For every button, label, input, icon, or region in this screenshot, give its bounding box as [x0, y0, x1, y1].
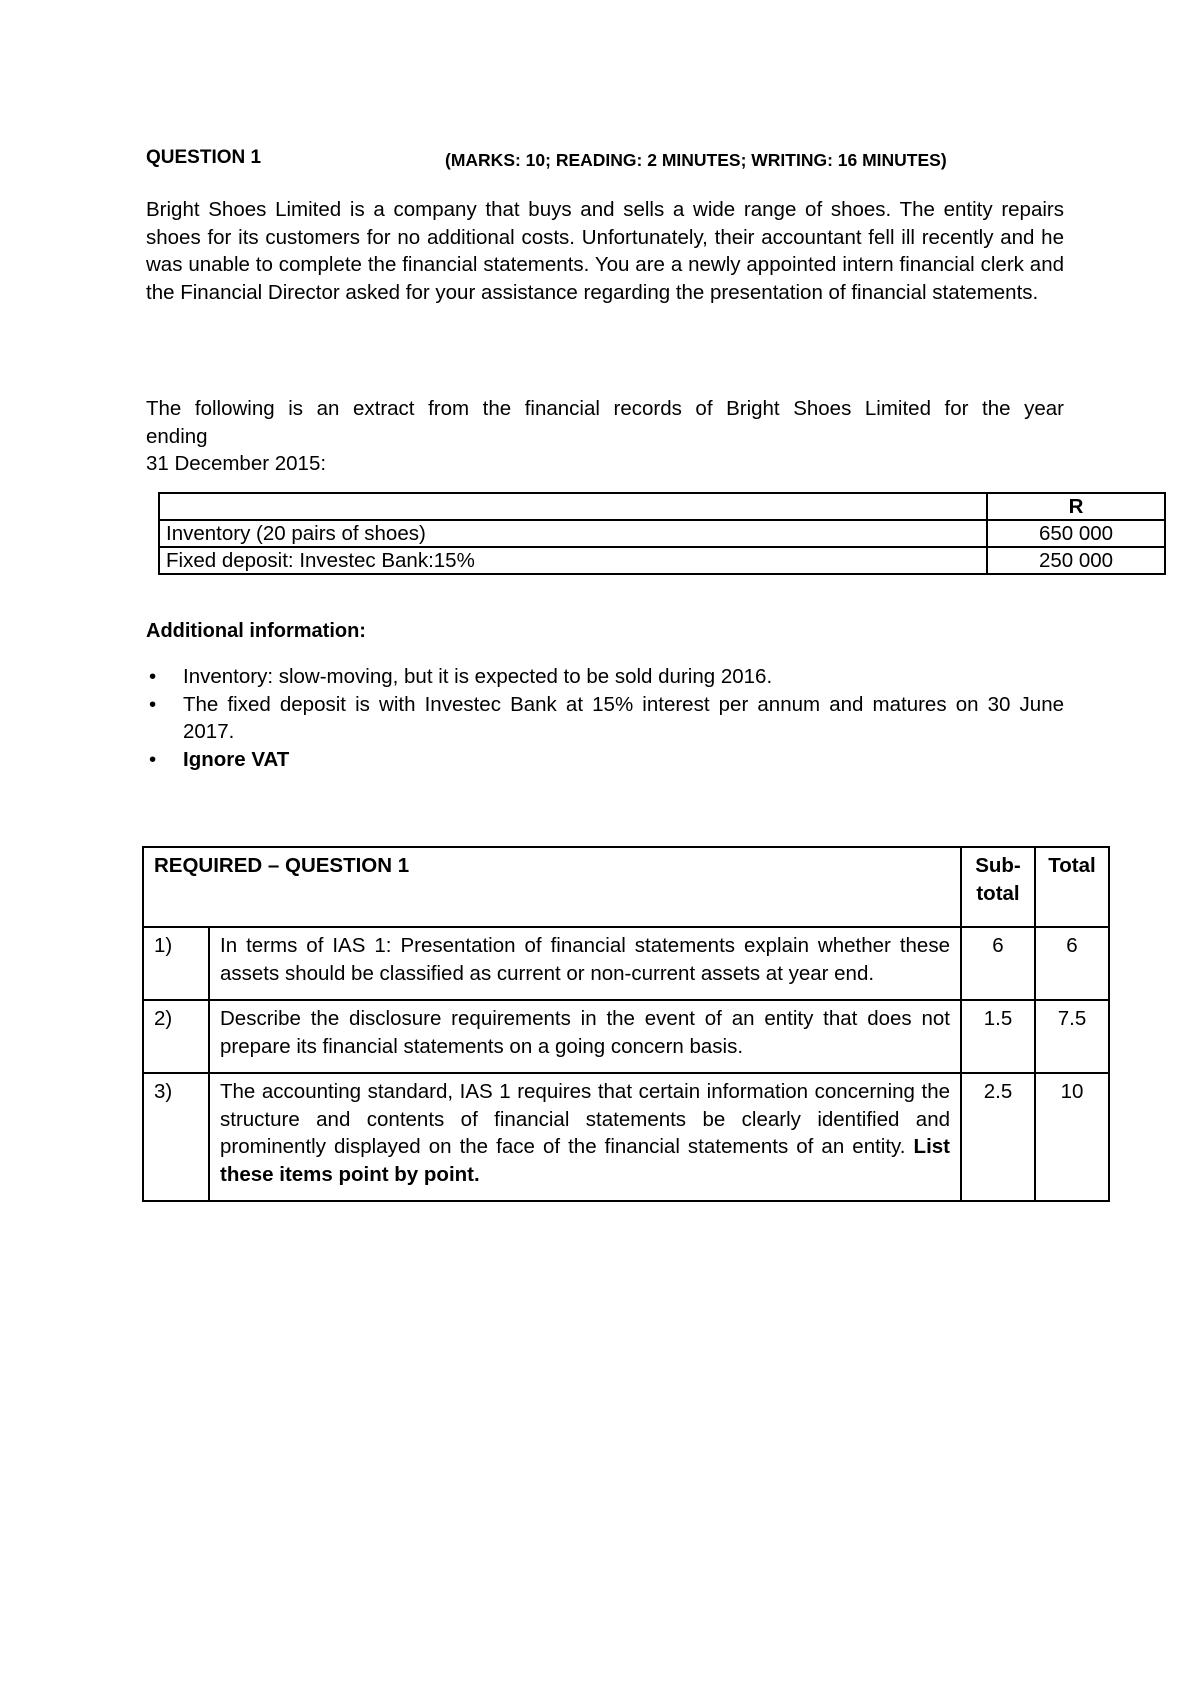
- financial-records-table: [158, 492, 1166, 575]
- question-marks: (MARKS: 10; READING: 2 MINUTES; WRITING: 16 MINUTES): [445, 150, 947, 170]
- subtotal-cell: 6: [961, 927, 1035, 1000]
- subtotal-header: Sub-total: [961, 847, 1035, 927]
- item-header-cell: [159, 493, 987, 520]
- question-text-plain: The accounting standard, IAS 1 requires that certain information concerning the structure and contents of financial statements be clearly identified and prominently displayed on the face of the financial statements of an entity.: [220, 1080, 950, 1158]
- additional-info-heading: Additional information:: [146, 620, 366, 642]
- question-text-emphasis: List these items point by point.: [220, 1135, 950, 1186]
- total-header: Total: [1035, 847, 1109, 927]
- table-row: [159, 547, 1165, 574]
- bullet-icon: •: [149, 692, 157, 716]
- question-number: 2): [143, 1000, 209, 1073]
- table-row: [143, 1073, 1109, 1201]
- list-item: [146, 691, 1064, 746]
- extract-date: 31 December 2015:: [146, 452, 327, 475]
- question-number: 3): [143, 1073, 209, 1201]
- list-item-text: Ignore VAT: [183, 747, 290, 771]
- amount-cell: 650 000: [987, 520, 1165, 547]
- total-cell: 6: [1035, 927, 1109, 1000]
- total-cell: 10: [1035, 1073, 1109, 1201]
- subtotal-cell: 1.5: [961, 1000, 1035, 1073]
- bullet-icon: •: [149, 747, 157, 771]
- total-cell: 7.5: [1035, 1000, 1109, 1073]
- table-row: [159, 520, 1165, 547]
- question-text: In terms of IAS 1: Presentation of financial statements explain whether these assets should be classified as current or non-current assets at year end.: [209, 927, 961, 1000]
- subtotal-cell: 2.5: [961, 1073, 1035, 1201]
- intro-paragraph: Bright Shoes Limited is a company that buys and sells a wide range of shoes. The entity repairs shoes for its customers for no additional costs. Unfortunately, their accountant fell ill recently and he was unable to complete the financial statements. You are a newly appointed intern financial clerk and the Financial Director asked for your assistance regarding the presentation of financial statements.: [146, 198, 1064, 304]
- bullet-icon: •: [149, 665, 157, 688]
- list-item-text: Inventory: slow-moving, but it is expected to be sold during 2016.: [183, 665, 773, 688]
- question-text: [209, 1073, 961, 1201]
- list-item: [146, 663, 1064, 691]
- question-number: 1): [143, 927, 209, 1000]
- required-table: [142, 846, 1110, 1202]
- list-item-text: The fixed deposit is with Investec Bank at 15% interest per annum and matures on 30 June 2017.: [183, 692, 1064, 743]
- list-item: [146, 746, 1064, 774]
- required-title: REQUIRED – QUESTION 1: [143, 847, 961, 927]
- extract-intro-continuation: ending: [146, 424, 208, 448]
- required-header-row: [143, 847, 1109, 927]
- extract-intro-line: The following is an extract from the financial records of Bright Shoes Limited for the year: [146, 397, 1064, 420]
- item-cell: Inventory (20 pairs of shoes): [159, 520, 987, 547]
- table-row: [143, 1000, 1109, 1073]
- question-heading: QUESTION 1: [146, 147, 262, 168]
- question-text: Describe the disclosure requirements in the event of an entity that does not prepare its financial statements on a going concern basis.: [209, 1000, 961, 1073]
- table-row: [143, 927, 1109, 1000]
- item-cell: Fixed deposit: Investec Bank:15%: [159, 547, 987, 574]
- additional-info-list: [146, 663, 1064, 773]
- table-header-row: [159, 493, 1165, 520]
- amount-cell: 250 000: [987, 547, 1165, 574]
- amount-header-cell: R: [987, 493, 1165, 520]
